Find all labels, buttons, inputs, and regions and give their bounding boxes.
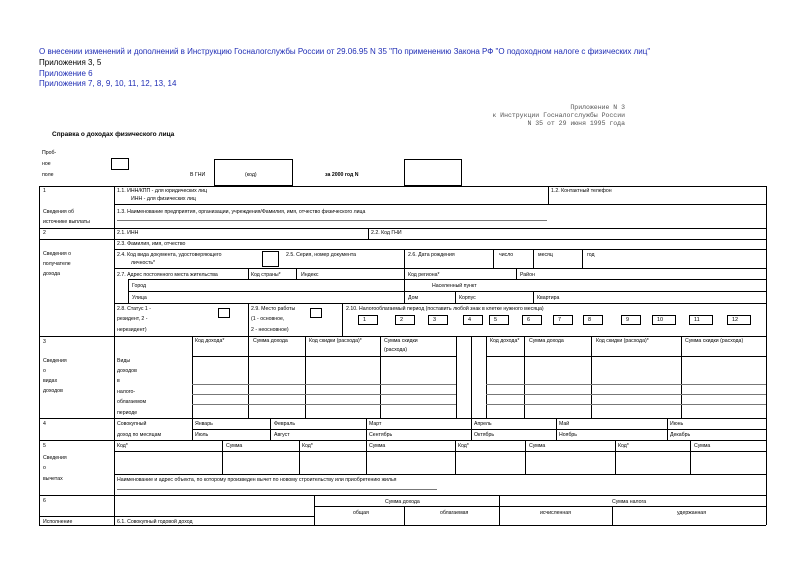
month-box-11[interactable]: 11 <box>689 315 713 325</box>
inn-label: 2.1. ИНН <box>117 230 139 236</box>
fio-label: 2.3. Фамилия, имя, отчество <box>117 241 186 247</box>
year-label: год <box>587 252 595 258</box>
deduction-sum-3: Сумма <box>529 443 546 449</box>
status-label-3: нерезидент) <box>117 327 147 333</box>
income-sum-header: Сумма дохода <box>385 499 420 505</box>
month-box-6[interactable]: 6 <box>522 315 542 325</box>
postal-index-label: Индекс <box>301 272 319 278</box>
month-label: месяц <box>538 252 553 258</box>
probe-field[interactable] <box>111 158 129 170</box>
total-income-col: общая <box>353 510 369 516</box>
source-label-2: источнике выплаты <box>43 219 90 225</box>
city-label: Город <box>132 283 147 289</box>
form-title: Справка о доходах физического лица <box>52 131 175 138</box>
deduction-code-4: Код* <box>618 443 629 449</box>
col-discount-sum-left-1: Сумма скидки <box>384 338 418 344</box>
section-4-number: 4 <box>43 421 46 427</box>
deduction-sum-1: Сумма <box>226 443 243 449</box>
income-kinds-label-1: Сведения <box>43 358 67 364</box>
doc-series-label: 2.5. Серия, номер документа <box>286 252 357 258</box>
col-income-sum-left: Сумма дохода <box>253 338 288 344</box>
monthly-income-label-1: Совокупный <box>117 421 147 427</box>
source-label-1: Сведения об <box>43 209 74 215</box>
inn-kpp-label: 1.1. ИНН/КПП - для юридических лиц <box>117 188 208 194</box>
income-kinds-label-3: видах <box>43 378 58 384</box>
month-box-8[interactable]: 8 <box>583 315 603 325</box>
probe-label-2: ное <box>42 161 51 167</box>
country-code-label: Код страны* <box>251 272 281 278</box>
month-mar: Март <box>369 421 382 427</box>
col-discount-sum-right: Сумма скидки (расхода) <box>685 338 744 344</box>
month-jan: Январь <box>195 421 213 427</box>
computed-tax-col: исчисленная <box>540 510 571 516</box>
annex-note-2: к Инструкции Госналогслужбы России <box>492 112 625 119</box>
recipient-label-2: получателе <box>43 261 71 267</box>
month-feb: Февраль <box>274 421 296 427</box>
month-nov: Ноябрь <box>559 432 577 438</box>
taxable-income-col: облагаемая <box>440 510 469 516</box>
doc-code-label-1: 2.4. Код вида документа, удостоверяющего <box>117 252 222 258</box>
monthly-income-label-2: доход по месяцам <box>117 432 162 438</box>
deductions-label-1: Сведения <box>43 455 67 461</box>
status-label-2: резидент, 2 - <box>117 316 148 322</box>
birthdate-label: 2.6. Дата рождения <box>408 252 455 258</box>
kinds-label-5: облагаемом <box>117 399 147 405</box>
col-income-sum-right: Сумма дохода <box>529 338 564 344</box>
col-discount-code-left: Код скидки (расхода)* <box>309 338 362 344</box>
month-box-4[interactable]: 4 <box>463 315 483 325</box>
deduction-code-3: Код* <box>458 443 469 449</box>
kinds-label-1: Виды <box>117 358 131 364</box>
annex-3-5-text: Приложения 3, 5 <box>39 58 102 67</box>
annex-list-link[interactable]: Приложения 7, 8, 9, 10, 11, 12, 13, 14 <box>39 79 177 88</box>
month-box-10[interactable]: 10 <box>652 315 676 325</box>
month-sep: Сентябрь <box>369 432 393 438</box>
probe-label-1: Проб- <box>42 150 57 156</box>
month-box-7[interactable]: 7 <box>553 315 573 325</box>
deductions-label-2: о <box>43 465 46 471</box>
v-gni-label: В ГНИ <box>190 172 206 178</box>
deduction-code-1: Код* <box>117 443 128 449</box>
section-3-number: 3 <box>43 339 46 345</box>
month-dec: Декабрь <box>670 432 691 438</box>
house-label: Дом <box>408 295 419 301</box>
kinds-label-6: периоде <box>117 410 138 416</box>
inn-individual-label: ИНН - для физических лиц <box>131 196 196 202</box>
housing-object-label: Наименование и адрес объекта, по которому произведен вычет по новому строительству или приобретению жилья <box>117 477 397 483</box>
year-number-label: за 2000 год N <box>325 172 359 178</box>
kinds-label-2: доходов <box>117 368 137 374</box>
month-oct: Октябрь <box>474 432 495 438</box>
col-discount-sum-left-2: (расхода) <box>384 347 408 353</box>
workplace-label-2: (1 - основное, <box>251 316 285 322</box>
recipient-label-3: дохода <box>43 271 61 277</box>
korpus-label: Корпус <box>459 295 476 301</box>
month-box-12[interactable]: 12 <box>727 315 751 325</box>
month-may: Май <box>559 421 570 427</box>
phone-label: 1.2. Контактный телефон <box>551 188 612 194</box>
workplace-box[interactable] <box>310 308 322 318</box>
month-box-2[interactable]: 2 <box>395 315 415 325</box>
tax-sum-header: Сумма налога <box>612 499 647 505</box>
doc-code-box[interactable] <box>262 251 279 267</box>
address-label: 2.7. Адрес постоянного места жительства <box>117 272 218 278</box>
month-apr: Апрель <box>474 421 492 427</box>
col-income-code-left: Код дохода* <box>195 338 225 344</box>
organization-name-label: 1.3. Наименование предприятия, организации, учреждения/Фамилия, имя, отчество физического лица <box>117 209 366 215</box>
day-label: число <box>499 252 514 258</box>
tax-period-label: 2.10. Налогооблагаемый период (поставить любой знак в клетке нужного месяца) <box>346 306 544 312</box>
district-label: Район <box>520 272 535 278</box>
probe-label-3: поле <box>42 172 54 178</box>
income-kinds-label-4: доходов <box>43 388 63 394</box>
region-code-label: Код региона* <box>408 272 440 278</box>
workplace-label-1: 2.9. Место работы <box>251 306 296 312</box>
month-box-9[interactable]: 9 <box>621 315 641 325</box>
deductions-label-3: вычетах <box>43 476 63 482</box>
deduction-sum-4: Сумма <box>694 443 711 449</box>
month-aug: Август <box>274 432 290 438</box>
annex-note-3: N 35 от 29 июня 1995 года <box>527 120 625 127</box>
col-discount-code-right: Код скидки (расхода)* <box>596 338 649 344</box>
form-number-box[interactable] <box>404 159 462 186</box>
withheld-tax-col: удержанная <box>677 510 706 516</box>
annual-income-label: 6.1. Совокупный годовой доход <box>117 519 193 525</box>
status-box[interactable] <box>218 308 230 318</box>
month-box-3[interactable]: 3 <box>428 315 448 325</box>
doc-code-label-2: личность* <box>131 260 156 266</box>
gni-code-label: 2.2. Код ГНИ <box>371 230 402 236</box>
month-jul: Июль <box>195 432 209 438</box>
recipient-label-1: Сведения о <box>43 251 72 257</box>
kod-label: (код) <box>245 172 257 178</box>
kinds-label-3: в <box>117 378 120 384</box>
annex-note-1: Приложение N 3 <box>570 104 625 111</box>
flat-label: Квартира <box>537 295 560 301</box>
street-label: Улица <box>132 295 147 301</box>
section-1-number: 1 <box>43 188 46 194</box>
income-kinds-label-2: о <box>43 368 46 374</box>
month-box-5[interactable]: 5 <box>489 315 509 325</box>
workplace-label-3: 2 - неосновное) <box>251 327 289 333</box>
month-jun: Июнь <box>670 421 684 427</box>
col-income-code-right: Код дохода* <box>490 338 520 344</box>
kinds-label-4: налого- <box>117 389 136 395</box>
execution-label: Исполнение <box>43 519 73 525</box>
section-2-number: 2 <box>43 230 46 236</box>
annex-6-link[interactable]: Приложение 6 <box>39 69 93 78</box>
month-box-1[interactable]: 1 <box>358 315 378 325</box>
status-label-1: 2.8. Статус 1 - <box>117 306 151 312</box>
deduction-code-2: Код* <box>302 443 313 449</box>
deduction-sum-2: Сумма <box>369 443 386 449</box>
section-6-number: 6 <box>43 498 46 504</box>
locality-label: Населенный пункт <box>432 283 477 289</box>
section-5-number: 5 <box>43 443 46 449</box>
amend-link[interactable]: О внесении изменений и дополнений в Инструкцию Госналогслужбы России от 29.06.95 N 35 "По применению Закона РФ "О подоходном налоге с физических лиц" <box>39 47 651 56</box>
